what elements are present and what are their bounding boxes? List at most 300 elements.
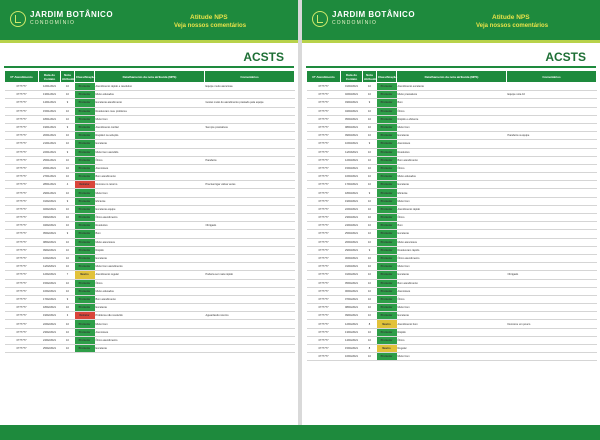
table-row [307, 148, 597, 156]
cell-id: 0777777 [307, 164, 341, 172]
cell-date: 09/03/2021 [341, 132, 363, 140]
cell-id: 0777777 [5, 336, 39, 344]
cell-id: 0777777 [307, 222, 341, 230]
cell-detail: Bom [95, 230, 205, 238]
cell-comment [205, 173, 295, 181]
cell-comment [507, 214, 597, 222]
table-row [5, 156, 295, 164]
cell-comment [205, 287, 295, 295]
cell-id: 0777777 [307, 312, 341, 320]
cell-detail: Excelente [95, 304, 205, 312]
cell-detail: Muito educados [95, 287, 205, 295]
col-header: Nº Atendimento [307, 71, 341, 83]
cell-score: 10 [363, 205, 377, 213]
cell-detail: Muito bom [95, 189, 205, 197]
cell-date: 31/03/2021 [341, 263, 363, 271]
cell-score: 10 [363, 214, 377, 222]
cell-score: 10 [61, 205, 75, 213]
cell-id: 0777777 [5, 246, 39, 254]
cell-id: 0777777 [307, 238, 341, 246]
table-row [307, 107, 597, 115]
cell-date: 03/03/2021 [341, 99, 363, 107]
cell-date: 12/01/2021 [39, 83, 61, 91]
cell-comment [507, 246, 597, 254]
table-row [5, 345, 295, 353]
cell-detail: Excelente [95, 254, 205, 262]
logo-subtitle: CONDOMÍNIO [30, 20, 76, 26]
cell-id: 0777777 [5, 181, 39, 189]
cell-date: 22/02/2021 [39, 320, 61, 328]
cell-detail: Excelente [95, 140, 205, 148]
cell-date: 08/02/2021 [39, 238, 61, 246]
table-row [5, 83, 295, 91]
cell-detail: Ótimo [95, 156, 205, 164]
cell-id: 0777777 [307, 107, 341, 115]
cell-detail: Resolveram meu problema [95, 107, 205, 115]
table-row [307, 197, 597, 205]
cell-detail: Bom atendimento [95, 173, 205, 181]
cell-id: 0777777 [307, 287, 341, 295]
cell-id: 0777777 [5, 140, 39, 148]
cell-date: 26/01/2021 [39, 164, 61, 172]
cell-classification: Promotor [377, 295, 397, 303]
cell-score: 10 [61, 214, 75, 222]
cell-id: 0777777 [307, 91, 341, 99]
cell-detail: Excelente [397, 132, 507, 140]
cell-detail: Rápido [95, 246, 205, 254]
cell-date: 13/01/2021 [39, 91, 61, 99]
cell-date: 13/04/2021 [341, 328, 363, 336]
cell-score: 10 [363, 287, 377, 295]
cell-classification: Detrator [75, 181, 95, 189]
cell-id: 0777777 [307, 336, 341, 344]
cell-score: 3 [61, 312, 75, 320]
cell-date: 14/01/2021 [39, 99, 61, 107]
logo-subtitle: CONDOMÍNIO [332, 20, 378, 26]
cell-classification: Promotor [75, 336, 95, 344]
cell-date: 04/02/2021 [39, 222, 61, 230]
cell-score: 10 [363, 164, 377, 172]
cell-id: 0777777 [307, 263, 341, 271]
title-rule [4, 66, 294, 68]
accent-bar [302, 40, 600, 43]
cell-id: 0777777 [307, 328, 341, 336]
cell-classification: Promotor [75, 156, 95, 164]
cell-detail: Rápido [397, 328, 507, 336]
table-row [5, 189, 295, 197]
cell-score: 10 [61, 246, 75, 254]
cell-detail: Ótimo [95, 279, 205, 287]
cell-score: 10 [363, 115, 377, 123]
cell-comment [507, 336, 597, 344]
col-header: Detalhamento da nota atribuída (NPS) [397, 71, 507, 83]
cell-detail: Rapidez na solução [95, 132, 205, 140]
cell-date: 24/02/2021 [39, 336, 61, 344]
cell-score: 10 [363, 197, 377, 205]
cell-detail: Bom atendimento [95, 295, 205, 303]
cell-date: 08/03/2021 [341, 123, 363, 131]
cell-date: 15/04/2021 [341, 345, 363, 353]
cell-id: 0777777 [307, 123, 341, 131]
cell-comment [205, 148, 295, 156]
table-row [5, 254, 295, 262]
cell-detail: Ótimo atendimento [397, 254, 507, 262]
cell-detail: Ótimo [397, 164, 507, 172]
cell-score: 9 [363, 140, 377, 148]
cell-id: 0777777 [5, 115, 39, 123]
cell-detail: Ótimo atendimento [95, 214, 205, 222]
cell-comment [205, 140, 295, 148]
cell-id: 0777777 [5, 132, 39, 140]
cell-score: 9 [363, 189, 377, 197]
cell-score: 9 [61, 197, 75, 205]
cell-detail: Excelente [397, 271, 507, 279]
cell-detail: Muito bem atendido [95, 148, 205, 156]
table-row [307, 353, 597, 361]
cell-date: 19/01/2021 [39, 123, 61, 131]
table-row [307, 99, 597, 107]
cell-id: 0777777 [5, 238, 39, 246]
cell-score: 9 [61, 148, 75, 156]
cell-id: 0777777 [307, 246, 341, 254]
table-row [5, 164, 295, 172]
cell-detail: Resolveram rápido [397, 246, 507, 254]
cell-classification: Promotor [377, 271, 397, 279]
cell-comment [205, 205, 295, 213]
cell-detail: Muito educados [397, 173, 507, 181]
cell-date: 16/03/2021 [341, 173, 363, 181]
table-row [307, 115, 597, 123]
cell-score: 10 [61, 336, 75, 344]
cell-detail: Excelente [95, 345, 205, 353]
cell-date: 19/02/2021 [39, 312, 61, 320]
leaf-icon [10, 11, 26, 27]
cell-id: 0777777 [307, 304, 341, 312]
table-row [307, 254, 597, 262]
cell-score: 10 [363, 279, 377, 287]
logo-name: JARDIM BOTÂNICO [30, 10, 114, 19]
cell-classification: Promotor [377, 189, 397, 197]
cell-id: 0777777 [307, 197, 341, 205]
header-title: Atitude NPS [492, 14, 530, 21]
cell-classification: Promotor [75, 214, 95, 222]
cell-id: 0777777 [307, 353, 341, 361]
table-row [307, 189, 597, 197]
cell-score: 8 [363, 345, 377, 353]
cell-classification: Promotor [75, 107, 95, 115]
cell-comment [205, 189, 295, 197]
cell-detail: Muito bom [397, 304, 507, 312]
cell-detail: Eficiente [95, 197, 205, 205]
cell-comment [205, 230, 295, 238]
cell-id: 0777777 [307, 345, 341, 353]
cell-detail: Atenciosos [397, 287, 507, 295]
cell-date: 02/02/2021 [39, 205, 61, 213]
cell-comment [205, 345, 295, 353]
cell-date: 20/01/2021 [39, 132, 61, 140]
cell-date: 18/02/2021 [39, 304, 61, 312]
cell-id: 0777777 [5, 287, 39, 295]
cell-comment [507, 189, 597, 197]
cell-classification: Promotor [377, 99, 397, 107]
cell-score: 10 [363, 148, 377, 156]
cell-date: 27/01/2021 [39, 173, 61, 181]
cell-date: 15/02/2021 [39, 279, 61, 287]
cell-date: 16/02/2021 [39, 287, 61, 295]
cell-comment [205, 115, 295, 123]
cell-date: 17/02/2021 [39, 295, 61, 303]
nps-table [4, 70, 295, 353]
cell-score: 10 [61, 238, 75, 246]
cell-id: 0777777 [5, 345, 39, 353]
logo-name: JARDIM BOTÂNICO [332, 10, 416, 19]
cell-comment [507, 173, 597, 181]
cell-comment [507, 197, 597, 205]
cell-detail: Excelente equipe [95, 205, 205, 213]
cell-classification: Promotor [75, 197, 95, 205]
cell-id: 0777777 [307, 189, 341, 197]
cell-classification: Promotor [75, 148, 95, 156]
table-row [307, 91, 597, 99]
cell-detail: Excelente [397, 230, 507, 238]
cell-comment [205, 132, 295, 140]
cell-score: 10 [363, 222, 377, 230]
col-header: Comentários [205, 71, 295, 83]
table-row [5, 173, 295, 181]
cell-classification: Promotor [377, 263, 397, 271]
cell-classification: Promotor [377, 148, 397, 156]
cell-id: 0777777 [5, 99, 39, 107]
section-title: ACSTS [243, 50, 284, 64]
cell-id: 0777777 [307, 254, 341, 262]
cell-comment [205, 238, 295, 246]
cell-comment [205, 254, 295, 262]
table-row [5, 238, 295, 246]
cell-comment [507, 353, 597, 361]
cell-score: 10 [363, 304, 377, 312]
cell-comment [507, 328, 597, 336]
cell-id: 0777777 [5, 328, 39, 336]
table-row [307, 205, 597, 213]
nps-table [306, 70, 597, 361]
cell-score: 10 [363, 263, 377, 271]
cell-id: 0777777 [307, 148, 341, 156]
table-row [5, 115, 295, 123]
cell-comment [205, 328, 295, 336]
leaf-icon [312, 11, 328, 27]
cell-date: 29/03/2021 [341, 246, 363, 254]
col-header: Comentários [507, 71, 597, 83]
cell-comment [507, 304, 597, 312]
table-row [5, 295, 295, 303]
cell-comment [507, 115, 597, 123]
cell-id: 0777777 [5, 254, 39, 262]
cell-date: 18/01/2021 [39, 115, 61, 123]
table-row [307, 230, 597, 238]
cell-date: 17/03/2021 [341, 181, 363, 189]
table-row [5, 99, 295, 107]
table-row [307, 246, 597, 254]
cell-date: 25/02/2021 [39, 345, 61, 353]
col-header: Detalhamento da nota atribuída (NPS) [95, 71, 205, 83]
cell-id: 0777777 [5, 123, 39, 131]
page-footer [0, 425, 600, 440]
cell-detail: Muito bom [397, 197, 507, 205]
cell-classification: Promotor [377, 214, 397, 222]
cell-comment [507, 99, 597, 107]
cell-id: 0777777 [307, 132, 341, 140]
col-header: Data do Contato [39, 71, 61, 83]
cell-score: 10 [61, 132, 75, 140]
cell-classification: Promotor [377, 205, 397, 213]
cell-classification: Promotor [377, 222, 397, 230]
cell-date: 11/03/2021 [341, 148, 363, 156]
cell-classification: Promotor [75, 123, 95, 131]
cell-date: 09/02/2021 [39, 246, 61, 254]
table-header-row [5, 71, 295, 83]
table-row [5, 287, 295, 295]
cell-comment [507, 83, 597, 91]
cell-comment [507, 295, 597, 303]
cell-score: 10 [363, 353, 377, 361]
cell-comment [507, 254, 597, 262]
table-row [307, 214, 597, 222]
cell-comment [507, 287, 597, 295]
cell-score: 10 [61, 189, 75, 197]
cell-classification: Promotor [377, 279, 397, 287]
cell-detail: Resolutivo [397, 148, 507, 156]
brand-logo [312, 10, 422, 30]
table-row [5, 230, 295, 238]
cell-classification: Promotor [377, 140, 397, 148]
cell-score: 10 [61, 91, 75, 99]
cell-detail: Muito bom [397, 263, 507, 271]
cell-date: 15/01/2021 [39, 107, 61, 115]
cell-score: 9 [61, 295, 75, 303]
cell-detail: Muito atenciosos [95, 238, 205, 246]
cell-score: 10 [363, 83, 377, 91]
cell-detail: Ótimo [397, 295, 507, 303]
cell-comment [205, 91, 295, 99]
cell-id: 0777777 [5, 148, 39, 156]
cell-score: 9 [61, 99, 75, 107]
cell-id: 0777777 [5, 312, 39, 320]
col-header: Nota Atribuída [62, 72, 76, 81]
cell-id: 0777777 [5, 205, 39, 213]
cell-comment [507, 164, 597, 172]
table-row [5, 312, 295, 320]
cell-classification: Promotor [75, 132, 95, 140]
cell-date: 05/03/2021 [341, 115, 363, 123]
cell-detail: Regular [397, 345, 507, 353]
cell-date: 22/01/2021 [39, 148, 61, 156]
cell-classification: Promotor [377, 287, 397, 295]
table-row [307, 336, 597, 344]
page-right [302, 0, 600, 425]
cell-score: 10 [61, 279, 75, 287]
cell-date: 24/03/2021 [341, 222, 363, 230]
table-row [307, 271, 597, 279]
cell-detail: Muito atenciosos [397, 238, 507, 246]
cell-date: 10/03/2021 [341, 140, 363, 148]
cell-comment: Aguardando retorno [205, 312, 295, 320]
table-row [5, 222, 295, 230]
cell-detail: Muito bom [397, 123, 507, 131]
cell-detail: Atendimento excelente [397, 83, 507, 91]
table-row [5, 132, 295, 140]
cell-score: 10 [61, 83, 75, 91]
cell-detail: Ótimo [397, 214, 507, 222]
cell-score: 10 [363, 230, 377, 238]
cell-comment: Parabéns [205, 156, 295, 164]
table-row [307, 287, 597, 295]
cell-id: 0777777 [5, 304, 39, 312]
cell-detail: Excelente [397, 312, 507, 320]
cell-classification: Detrator [75, 312, 95, 320]
table-row [5, 279, 295, 287]
cell-classification: Promotor [377, 91, 397, 99]
section-title: ACSTS [545, 50, 586, 64]
cell-classification: Promotor [75, 115, 95, 123]
cell-id: 0777777 [5, 271, 39, 279]
cell-score: 10 [363, 336, 377, 344]
table-header-row [307, 71, 597, 83]
page-left [0, 0, 298, 425]
cell-score: 10 [363, 123, 377, 131]
cell-id: 0777777 [5, 189, 39, 197]
cell-comment [507, 140, 597, 148]
cell-date: 26/03/2021 [341, 238, 363, 246]
table-row [307, 173, 597, 181]
table-row [307, 328, 597, 336]
cell-date: 30/03/2021 [341, 254, 363, 262]
cell-date: 16/04/2021 [341, 353, 363, 361]
cell-id: 0777777 [5, 295, 39, 303]
cell-detail: Bom atendimento [397, 279, 507, 287]
cell-score: 4 [61, 181, 75, 189]
cell-comment [507, 263, 597, 271]
table-row [307, 263, 597, 271]
cell-score: 10 [61, 164, 75, 172]
cell-date: 04/03/2021 [341, 107, 363, 115]
table-row [5, 214, 295, 222]
cell-detail: Bom atendimento [397, 156, 507, 164]
table-row [5, 205, 295, 213]
cell-id: 0777777 [307, 279, 341, 287]
table-row [5, 271, 295, 279]
cell-date: 08/04/2021 [341, 304, 363, 312]
cell-date: 23/03/2021 [341, 214, 363, 222]
cell-comment: Precisei ligar várias vezes [205, 181, 295, 189]
header-title: Atitude NPS [190, 14, 228, 21]
cell-date: 01/02/2021 [39, 197, 61, 205]
cell-comment [507, 181, 597, 189]
cell-comment [507, 312, 597, 320]
cell-classification: Promotor [75, 164, 95, 172]
table-row [307, 140, 597, 148]
cell-classification: Promotor [75, 99, 95, 107]
cell-comment: Parabéns à equipe [507, 132, 597, 140]
cell-classification: Promotor [377, 107, 397, 115]
cell-score: 9 [61, 123, 75, 131]
cell-date: 07/04/2021 [341, 295, 363, 303]
cell-score: 10 [363, 254, 377, 262]
cell-detail: Bom [397, 222, 507, 230]
cell-id: 0777777 [307, 115, 341, 123]
table-row [307, 83, 597, 91]
title-rule [306, 66, 596, 68]
cell-classification: Promotor [377, 312, 397, 320]
